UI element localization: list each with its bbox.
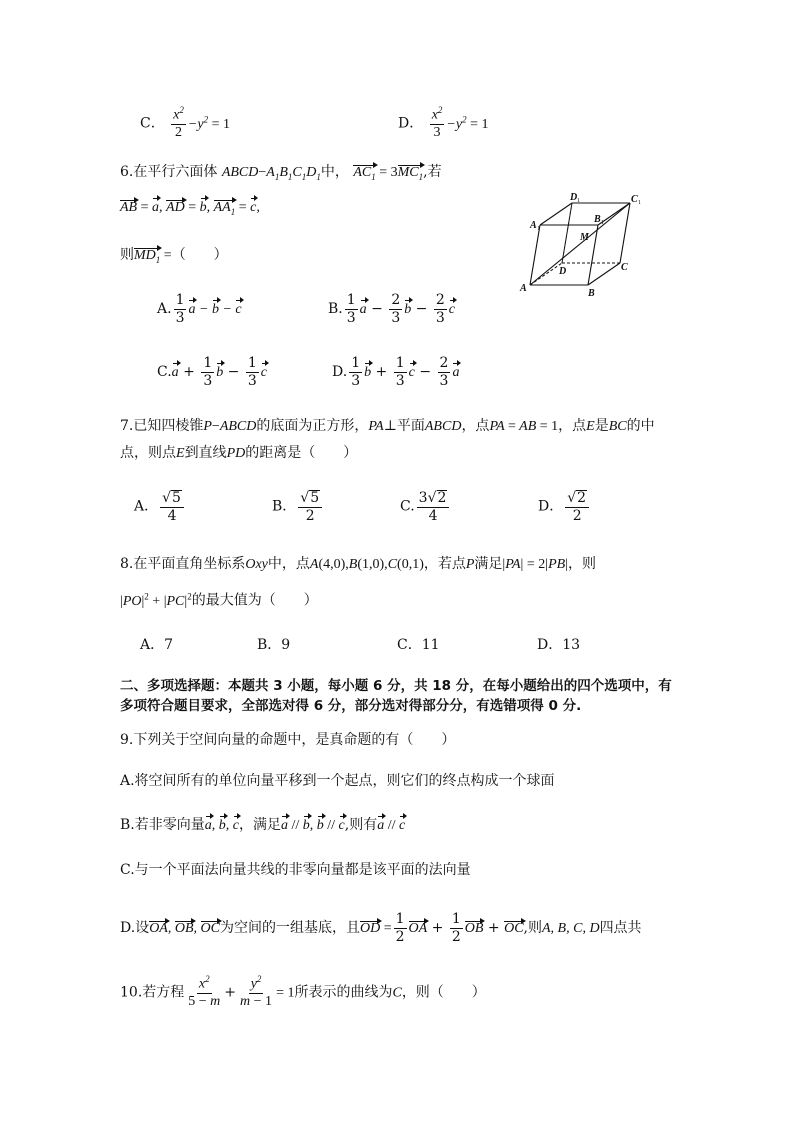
q7-line2: 点，则点E到直线PD的距离是（ ） (120, 445, 358, 461)
option-label: C. (400, 498, 415, 515)
text: ，点 (558, 418, 587, 434)
label-a1: A (530, 220, 537, 231)
option-label: B． (272, 498, 297, 515)
text: D.设 (120, 920, 150, 937)
q7-line1: 7.已知四棱锥P−ABCD的底面为正方形，PA⊥平面ABCD，点PA = AB = 1，点E是BC的中 (120, 418, 655, 434)
text: 到直线 (184, 445, 227, 461)
text: ,则 (523, 920, 542, 937)
option-label: D． (398, 115, 424, 132)
text: ，则 (567, 556, 596, 572)
text: ，满足 (238, 817, 281, 833)
option-label: C. (157, 364, 172, 381)
text: ，若点 (423, 556, 466, 572)
q8-option-c: C．11 (397, 637, 440, 653)
fraction: $\frac{x^2}{3}$ (431, 105, 443, 141)
q6-option-d: D. $\frac{1}{3}$ b + $\frac{1}{3}$ c − $\frac{2}{3}$ a (332, 355, 460, 389)
diagonal-ac1 (530, 203, 630, 285)
text: 平面 (396, 418, 425, 434)
q10-stem: 10.若方程 $\frac{x^2}{5 - m}$ + $\frac{y^2}{m - 1}$ = 1所表示的曲线为C，则（ ） (120, 974, 486, 1010)
parallelepiped-figure (518, 192, 648, 296)
q8-option-a: A．7 (140, 637, 174, 653)
subscript-1: 1 (601, 220, 604, 226)
q7-option-b: B． $\frac{√5}{2}$ (272, 490, 324, 523)
option-label: D． (538, 498, 564, 515)
label-c: C (621, 262, 628, 273)
text: 为空间的一组基底，且 (219, 920, 360, 937)
option-label: A． (134, 498, 159, 515)
q7-option-c: C. $\frac{3√2}{4}$ (400, 490, 451, 523)
edge-bc (588, 263, 620, 285)
q9-option-d: D.设OA, OB, OC为空间的一组基底，且OD = $\frac{1}{2}$ OA + $\frac{1}{2}$ OB + OC,则A, B, C, D四点共 (120, 911, 642, 945)
text: 8.在平面直角坐标系 (120, 556, 246, 572)
q7-option-a: A． $\frac{√5}{4}$ (134, 490, 186, 523)
q6-option-a: A. $\frac{1}{3}$ a − b − c (157, 292, 242, 326)
text: 10.若方程 (120, 984, 185, 1001)
section2-heading-line2: 多项符合题目要求，全部选对得 6 分，部分选对得部分分，有选错项得 0 分. (120, 698, 582, 714)
q7-option-d: D． $\frac{√2}{2}$ (538, 490, 591, 523)
text: 四点共 (599, 920, 642, 937)
option-label: C． (140, 115, 165, 132)
option-label: B. (328, 301, 343, 318)
q6-option-b: B. $\frac{1}{3}$ a − $\frac{2}{3}$ b − $\frac{2}{3}$ c (328, 292, 456, 326)
label-b1: B (594, 214, 601, 225)
label-d: D (559, 266, 567, 277)
text: 的底面为正方形， (256, 418, 369, 434)
text: ,若 (423, 164, 442, 180)
label-b: B (588, 288, 595, 296)
text: 则 (120, 247, 134, 263)
text: ，点 (461, 418, 490, 434)
section2-heading-line1: 二、多项选择题：本题共 3 小题，每小题 6 分，共 18 分，在每小题给出的四个选项中，有 (120, 678, 672, 694)
q9-stem: 9.下列关于空间向量的命题中，是真命题的有（ ） (120, 732, 456, 748)
edge-a1d1 (540, 203, 572, 225)
vector: $MC_1$ (397, 165, 424, 182)
label-d1: D (570, 192, 578, 203)
text: 所表示的曲线为 (294, 984, 393, 1001)
text: 的最大值为（ ） (191, 592, 318, 609)
text: 的中 (626, 418, 655, 434)
label-a: A (520, 283, 527, 294)
math: $ABCD-A_1B_1C_1D_1$ (221, 165, 321, 182)
text: B.若非零向量 (120, 817, 205, 833)
q5-option-d: D． $\frac{x^2}{3}$ $-y^2 = 1$ (398, 105, 489, 141)
q8-option-d: D．13 (537, 637, 581, 653)
text: 满足 (474, 556, 503, 572)
text: 6.在平行六面体 (120, 164, 218, 180)
edge-cc1 (620, 203, 630, 263)
label-m: M (580, 232, 589, 243)
q9-option-c: C.与一个平面法向量共线的非零向量都是该平面的法向量 (120, 862, 471, 878)
text: ,则有 (344, 817, 378, 833)
answer-paren: （ ） (171, 247, 228, 263)
text: 中， (320, 164, 349, 180)
option-label: A. (157, 301, 172, 318)
vector: $AC_1$ (353, 165, 376, 182)
edge-ad-hidden (530, 263, 562, 285)
q9-option-b: B.若非零向量a, b, c，满足a // b, b // c,则有a // c (120, 817, 406, 833)
subscript-1: 1 (577, 198, 580, 204)
edge-aa1 (530, 225, 540, 285)
text: 中，点 (267, 556, 310, 572)
text: 是 (594, 418, 609, 434)
q6-conditions: AB = a, AD = b, $AA_1 = c$, (120, 200, 260, 217)
q8-line2: $|PO|^2 + |PC|^2$的最大值为（ ） (120, 591, 318, 609)
q9-option-a: A.将空间所有的单位向量平移到一个起点，则它们的终点构成一个球面 (120, 773, 555, 789)
text: 7.已知四棱锥 (120, 418, 204, 434)
text: 的距离是（ ） (245, 445, 358, 461)
text: 点，则点 (120, 445, 176, 461)
q6-option-c: C.a + $\frac{1}{3}$ b − $\frac{1}{3}$ c (157, 355, 268, 389)
q8-line1: 8.在平面直角坐标系Oxy中，点A(4,0),B(1,0),C(0,1)，若点P满足|PA| = 2|PB|，则 (120, 556, 596, 572)
q8-option-b: B．9 (257, 637, 291, 653)
fraction: $\frac{x^2}{2}$ (173, 105, 184, 141)
subscript-1: 1 (537, 226, 540, 232)
option-label: D. (332, 364, 348, 381)
text: ，则（ ） (401, 984, 486, 1001)
subscript-1: 1 (638, 200, 641, 206)
q6-stem: 6.在平行六面体 $ABCD-A_1B_1C_1D_1$中， $AC_1 = 3MC_1$,若 (120, 164, 442, 182)
label-c1: C (631, 194, 638, 205)
q5-option-c: C． $\frac{x^2}{2}$ $-y^2 = 1$ (140, 105, 230, 141)
q6-question: 则$MD_1$ =（ ） (120, 247, 228, 265)
